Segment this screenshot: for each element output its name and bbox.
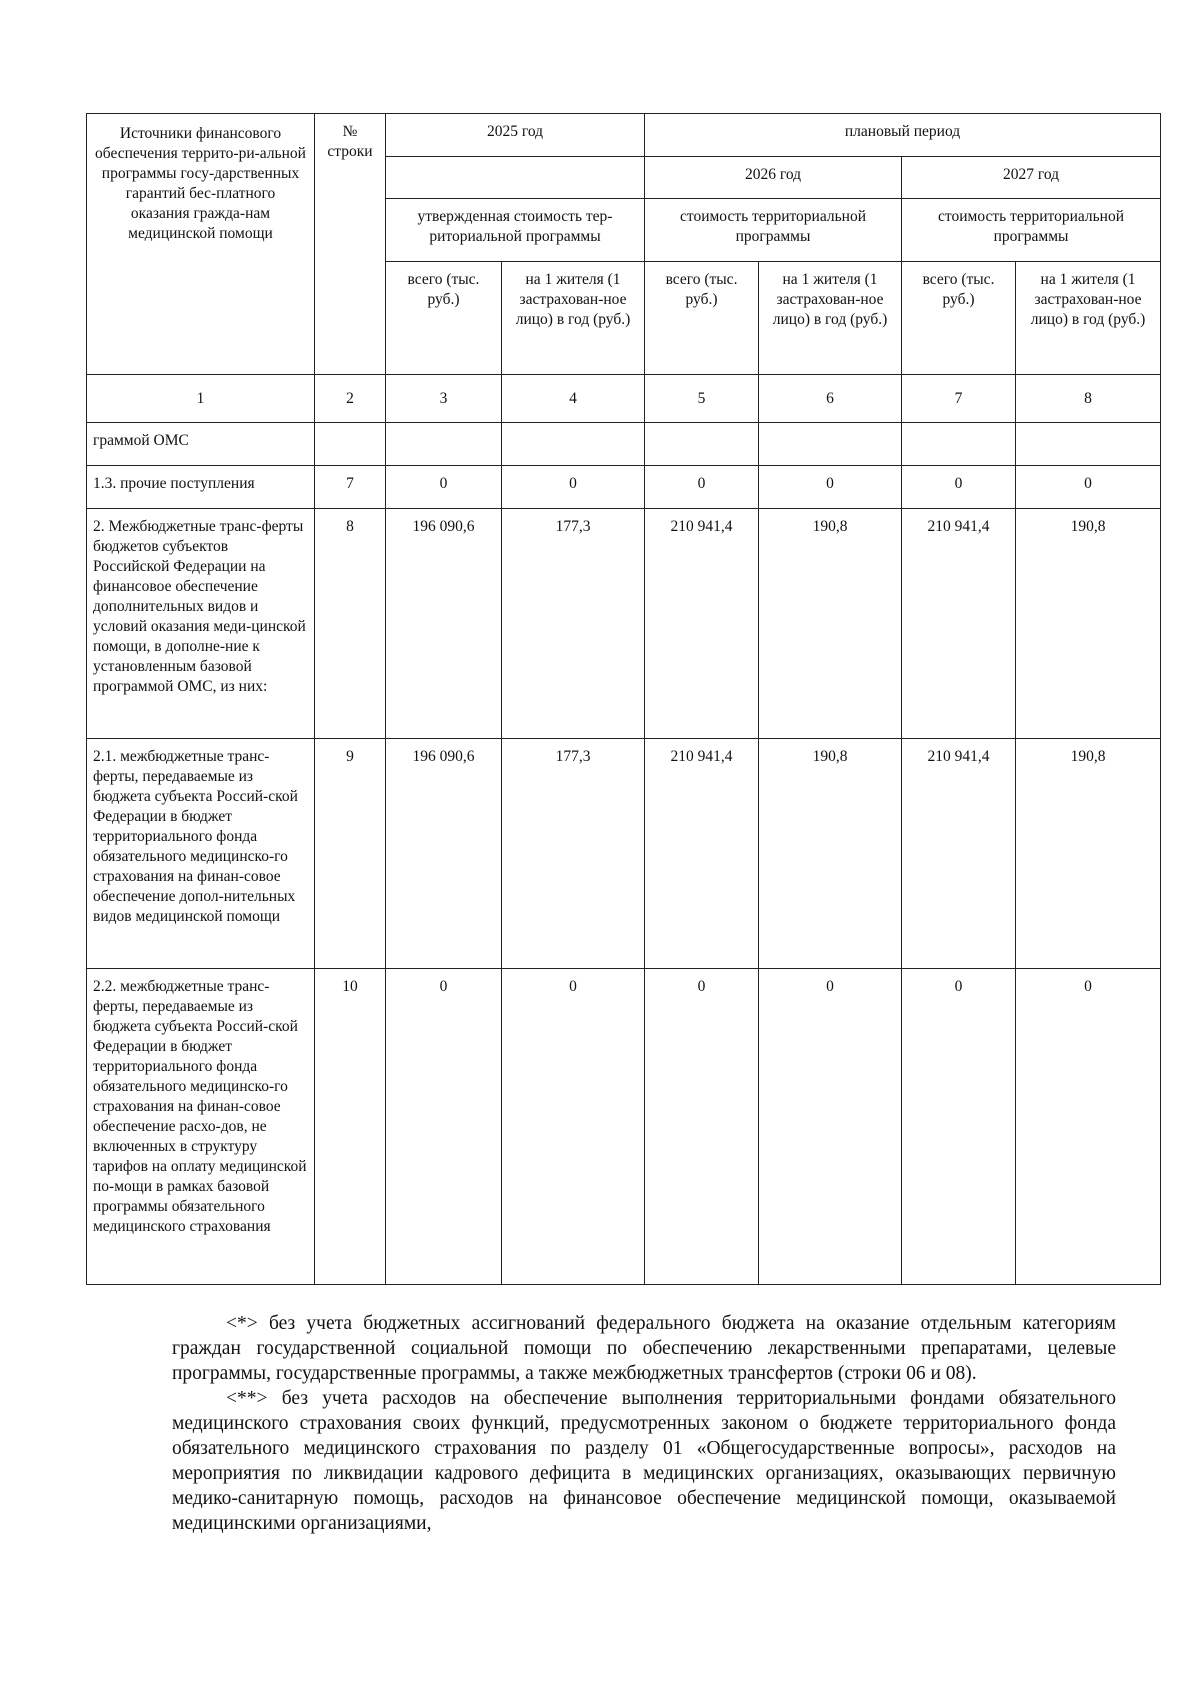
- cell-value: [1016, 423, 1161, 466]
- row-name: 2.1. межбюджетные транс-ферты, передаваемые из бюджета субъекта Россий-ской Федерации в бюджет территориального фонда обязательного медицинско-го страхования на финан-совое обеспечение допол-нительных видов медицинской помощи: [87, 739, 315, 969]
- cell-value: 210 941,4: [645, 509, 759, 739]
- footnote-double-star: <**> без учета расходов на обеспечение выполнения территориальными фондами обязательного медицинского страхования своих функций, предусмотренных законом о бюджете территориального фонда обязательного медицинского страхования по разделу 01 «Общегосударственные вопросы», расходов на мероприятия по ликвидации кадрового дефицита в медицинских организациях, оказывающих первичную медико-санитарную помощь, расходов на финансовое обеспечение медицинской помощи, оказываемой медицинскими организациями,: [172, 1388, 1116, 1534]
- cell-value: 0: [502, 466, 645, 509]
- cell-value: 210 941,4: [645, 739, 759, 969]
- cell-value: 0: [1016, 969, 1161, 1285]
- cell-value: 190,8: [1016, 509, 1161, 739]
- row-number: 7: [315, 466, 386, 509]
- column-number: 3: [386, 375, 502, 423]
- column-number: 5: [645, 375, 759, 423]
- column-number: 6: [759, 375, 902, 423]
- cell-value: [386, 423, 502, 466]
- cell-value: 0: [386, 969, 502, 1285]
- cell-value: 0: [902, 466, 1016, 509]
- cell-value: 0: [759, 969, 902, 1285]
- header-per-person-2026: на 1 жителя (1 застрахован-ное лицо) в год (руб.): [759, 262, 902, 375]
- header-total-2027: всего (тыс. руб.): [902, 262, 1016, 375]
- column-numbers-row: [87, 375, 1161, 423]
- table-row: [87, 739, 1161, 969]
- header-total-2025: всего (тыс. руб.): [386, 262, 502, 375]
- row-number: 9: [315, 739, 386, 969]
- row-name: 2. Межбюджетные транс-ферты бюджетов субъектов Российской Федерации на финансовое обеспечение дополнительных видов и условий оказания меди-цинской помощи, в дополне-ние к установленным базовой программой ОМС, из них:: [87, 509, 315, 739]
- cell-value: 190,8: [759, 739, 902, 969]
- cell-value: [902, 423, 1016, 466]
- header-approved-cost: утвержденная стоимость тер-риториальной программы: [386, 199, 645, 262]
- column-number: 8: [1016, 375, 1161, 423]
- cell-value: 190,8: [759, 509, 902, 739]
- row-number: [315, 423, 386, 466]
- header-per-person-2025: на 1 жителя (1 застрахован-ное лицо) в год (руб.): [502, 262, 645, 375]
- footnote-single-star: <*> без учета бюджетных ассигнований федерального бюджета на оказание отдельным категориям граждан государственной социальной помощи по обеспечению лекарственными препаратами, целевые программы, государственные программы, а также межбюджетных трансфертов (строки 06 и 08).: [172, 1313, 1116, 1384]
- footnotes: [172, 1311, 1116, 1536]
- column-number: 2: [315, 375, 386, 423]
- header-year-2025: 2025 год: [386, 114, 645, 157]
- column-number: 7: [902, 375, 1016, 423]
- table-row: [87, 423, 1161, 466]
- header-year-2025-blank: [386, 157, 645, 199]
- header-per-person-2027: на 1 жителя (1 застрахован-ное лицо) в год (руб.): [1016, 262, 1161, 375]
- cell-value: 0: [645, 466, 759, 509]
- row-number: 8: [315, 509, 386, 739]
- header-total-2026: всего (тыс. руб.): [645, 262, 759, 375]
- cell-value: 196 090,6: [386, 739, 502, 969]
- table-row: [87, 969, 1161, 1285]
- cell-value: [759, 423, 902, 466]
- cell-value: 0: [1016, 466, 1161, 509]
- column-number: 4: [502, 375, 645, 423]
- header-source: Источники финансового обеспечения террито-ри-альной программы госу-дарственных гарантий бес-платного оказания гражда-нам медицинской помощи: [87, 114, 315, 375]
- header-year-2026: 2026 год: [645, 157, 902, 199]
- cell-value: 0: [759, 466, 902, 509]
- cell-value: 177,3: [502, 739, 645, 969]
- header-year-2027: 2027 год: [902, 157, 1161, 199]
- cell-value: 190,8: [1016, 739, 1161, 969]
- row-number: 10: [315, 969, 386, 1285]
- cell-value: 0: [645, 969, 759, 1285]
- row-name: 1.3. прочие поступления: [87, 466, 315, 509]
- cell-value: 0: [386, 466, 502, 509]
- financing-table: [86, 113, 1161, 1285]
- header-planned-period: плановый период: [645, 114, 1161, 157]
- row-name: граммой ОМС: [87, 423, 315, 466]
- cell-value: 0: [902, 969, 1016, 1285]
- cell-value: [645, 423, 759, 466]
- cell-value: 0: [502, 969, 645, 1285]
- header-row-no: № строки: [315, 114, 386, 375]
- row-name: 2.2. межбюджетные транс-ферты, передаваемые из бюджета субъекта Россий-ской Федерации в бюджет территориального фонда обязательного медицинско-го страхования на финан-совое обеспечение расхо-дов, не включенных в структуру тарифов на оплату медицинской по-мощи в рамках базовой программы обязательного медицинского страхования: [87, 969, 315, 1285]
- cell-value: 196 090,6: [386, 509, 502, 739]
- table-row: [87, 509, 1161, 739]
- header-cost-2026: стоимость территориальной программы: [645, 199, 902, 262]
- cell-value: 177,3: [502, 509, 645, 739]
- table-row: [87, 466, 1161, 509]
- cell-value: 210 941,4: [902, 739, 1016, 969]
- column-number: 1: [87, 375, 315, 423]
- cell-value: 210 941,4: [902, 509, 1016, 739]
- cell-value: [502, 423, 645, 466]
- header-cost-2027: стоимость территориальной программы: [902, 199, 1161, 262]
